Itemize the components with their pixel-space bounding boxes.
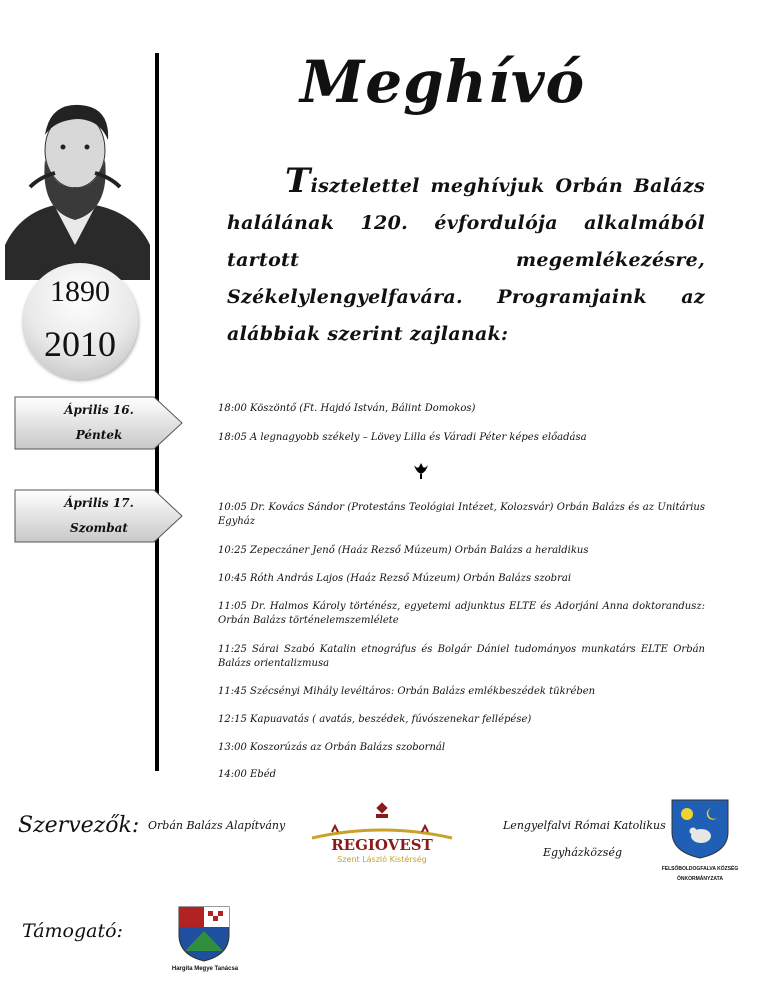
program-item: 13:00 Koszorúzás az Orbán Balázs szobornál	[218, 742, 446, 753]
supporter-label: Támogató:	[22, 920, 123, 942]
program-item: 10:05 Dr. Kovács Sándor (Protestáns Teológiai Intézet, Kolozsvár) Orbán Balázs és az Unitárius Egyház	[218, 502, 705, 527]
organizer-parish-line1: Lengyelfalvi Római Katolikus	[503, 819, 666, 832]
logo-main-text: REGIOVEST	[331, 836, 433, 854]
logo-sub-text: Szent László Kistérség	[337, 855, 427, 864]
day1-weekday: Péntek	[75, 428, 123, 442]
year-end: 2010	[44, 324, 116, 364]
program-item: 10:25 Zepeczáner Jenő (Haáz Rezső Múzeum) Orbán Balázs a heraldikus	[218, 545, 589, 556]
page-title: Meghívó	[300, 48, 586, 116]
regiovest-logo	[292, 800, 472, 868]
program-item: 11:05 Dr. Halmos Károly történész, egyetemi adjunktus ELTE és Adorjáni Anna doktorandusz: Orbán Balázs történelemszemlélete	[218, 601, 705, 626]
program-item: 14:00 Ebéd	[218, 769, 277, 780]
organizer-foundation: Orbán Balázs Alapítvány	[148, 819, 286, 832]
organizer-parish-line2: Egyházközség	[543, 846, 623, 859]
crest-caption-line2: ÖNKORMÁNYZATA	[677, 876, 723, 882]
portrait-image	[0, 95, 150, 280]
program-item: 18:05 A legnagyobb székely – Lövey Lilla és Váradi Péter képes előadása	[218, 432, 587, 443]
day2-date: Április 17.	[64, 496, 134, 510]
years-badge	[22, 263, 138, 379]
invitation-text	[227, 163, 705, 353]
dropcap-letter: T	[285, 161, 311, 201]
municipality-crest-icon	[669, 798, 731, 860]
tulip-ornament-icon	[412, 462, 430, 484]
supporter-caption: Hargita Megye Tanácsa	[171, 966, 239, 972]
program-item: 12:15 Kapuavatás ( avatás, beszédek, fúvószenekar fellépése)	[218, 714, 532, 725]
intro-line1: isztelettel meghívjuk Orbán Balázs	[310, 175, 705, 197]
day1-date: Április 16.	[64, 403, 134, 417]
organizers-label: Szervezők:	[18, 813, 140, 838]
program-item: 11:25 Sárai Szabó Katalin etnográfus és Bolgár Dániel tudományos munkatárs ELTE Orbán Balázs orientalizmusa	[218, 644, 705, 669]
crest-caption-line1: FELSŐBOLDOGFALVA KÖZSÉG	[661, 866, 739, 872]
year-start: 1890	[50, 275, 110, 308]
program-item: 18:00 Köszöntő (Ft. Hajdó István, Bálint Domokos)	[218, 403, 476, 414]
day-label-friday	[14, 396, 194, 450]
day-label-saturday	[14, 489, 194, 543]
day2-weekday: Szombat	[70, 521, 128, 535]
county-crest-icon	[177, 905, 231, 963]
program-item: 10:45 Róth András Lajos (Haáz Rezső Múzeum) Orbán Balázs szobrai	[218, 573, 572, 584]
intro-rest: halálának 120. évfordulója alkalmából tartott megemlékezésre, Székelylengyelfavára. Programjaink az alábbiak szerint zajlanak:	[227, 212, 705, 345]
program-item: 11:45 Szécsényi Mihály levéltáros: Orbán Balázs emlékbeszédek tükrében	[218, 686, 596, 697]
